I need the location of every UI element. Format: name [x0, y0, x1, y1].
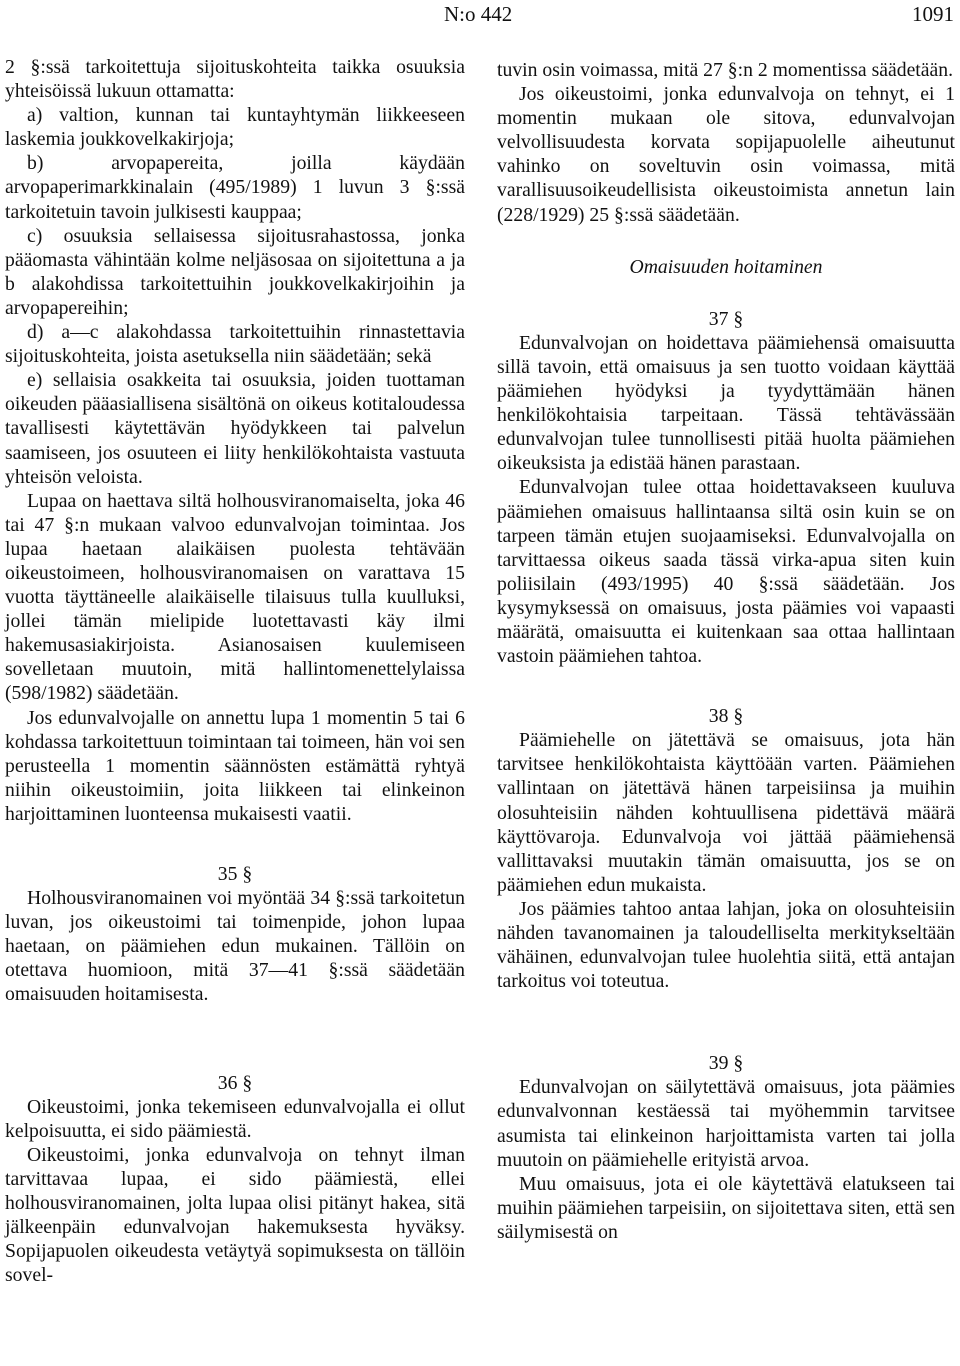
spacer [5, 826, 465, 862]
section-39-paragraph-2: Muu omaisuus, jota ei ole käytettävä elatukseen tai muihin päämiehen tarpeisiin, on sijoitettava siten, että sen säilymisestä on [497, 1172, 955, 1243]
spacer [497, 227, 955, 255]
section-36-paragraph-1: Oikeustoimi, jonka tekemiseen edunvalvojalla ei ollut kelpoisuutta, ei sido päämiestä. [5, 1095, 465, 1142]
paragraph-permit-granted: Jos edunvalvojalle on annettu lupa 1 momentin 5 tai 6 kohdassa tarkoitettuun toimintaan tai toimeen, hän voi sen perusteella 1 momentin säännösten estämättä ryhtyä niihin oikeustoimiin, joita liikkeen tai elinkeinon harjoittaminen luonteensa mukaisesti vaatii. [5, 706, 465, 825]
spacer [497, 1029, 955, 1051]
page-number: 1091 [912, 2, 954, 26]
section-heading: Omaisuuden hoitaminen [629, 255, 823, 278]
spacer [497, 993, 955, 1029]
section-38-paragraph-1: Päämiehelle on jätettävä se omaisuus, jota hän tarvitsee henkilökohtaista käyttöään varten. Päämiehen vallintaan on jätettävä hänen tarpeisiinsa ja muihin olosuhteisiin nähden kohtuullisena pidettävä määrä käyttövaroja. Edunvalvoja voi jättää päämiehensä vallittavaksi muutakin tämän omaisuutta, jos se on päämiehen edun mukaista. [497, 729, 955, 896]
section-38-paragraph-2: Jos päämies tahtoo antaa lahjan, joka on olosuhteisiin nähden tavanomainen ja taloudelliselta merkitykseltään vähäinen, edunvalvojan tulee huolehtia siitä, että antajan tarkoitus voi toteutua. [497, 897, 955, 993]
section-37-paragraph-1: Edunvalvojan on hoidettava päämiehensä omaisuutta sillä tavoin, että omaisuus ja sen tuotto voidaan käyttää päämiehen hyödyksi ja tyydyttämään hänen henkilökohtaisia tarpeitaan. Tässä tehtävässään edunvalvojan tulee tunnollisesti pitää huolta päämiehen oikeuksista ja edistää hänen parastaan. [497, 331, 955, 475]
spacer [497, 668, 955, 704]
right-column [497, 58, 955, 1244]
continuation-text: tuvin osin voimassa, mitä 27 §:n 2 momentissa säädetään. [497, 59, 954, 81]
section-39-number: 39 § [708, 1052, 744, 1075]
paragraph-non-binding: Jos oikeustoimi, jonka edunvalvoja on tehnyt, ei 1 momentin mukaan ole sitova, edunvalvojan velvollisuudesta korvata sopijapuolelle aiheutunut vahinko on soveltuvin osin voimassa, mitä varallisuusoikeudellisista oikeustoimista annetun lain (228/1929) 25 §:ssä säädetään. [497, 83, 955, 226]
spacer [5, 1007, 465, 1043]
left-column [5, 55, 465, 1287]
statute-number: N:o 442 [444, 2, 513, 26]
section-36-number: 36 § [217, 1071, 253, 1094]
section-37-number: 37 § [708, 307, 744, 330]
spacer [497, 279, 955, 307]
section-39-paragraph-1: Edunvalvojan on säilytettävä omaisuus, jota päämies edunvalvonnan kestäessä tai myöhemmin tarvitsee asumista tai elinkeinon harjoittamista varten tai jolla muutoin on päämiehelle erityistä arvoa. [497, 1076, 955, 1171]
list-item-c: c) osuuksia sellaisessa sijoitusrahastossa, jonka pääomasta vähintään kolme neljäsosaa on sijoitettuna a ja b alakohdissa tarkoitettuihin joukkovelkakirjoihin ja arvopapereihin; [5, 224, 465, 319]
paragraph-intro: 2 §:ssä tarkoitettuja sijoituskohteita taikka osuuksia yhteisöissä lukuun ottamatta: [5, 56, 465, 103]
spacer [5, 1043, 465, 1071]
list-item-e: e) sellaisia osakkeita tai osuuksia, joiden tuottaman oikeuden pääasiallisena sisältönä on oikeus kotitaloudessa tavallisesti käytettävän hyödykkeen tai palvelun saamiseen, jos osuuteen ei liity henkilökohtaista vastuuta yhteisön veloista. [5, 369, 465, 488]
list-item-a: a) valtion, kunnan tai kuntayhtymän liikkeeseen laskemia joukkovelkakirjoja; [5, 104, 465, 151]
list-item-b: b) arvopapereita, joilla käydään arvopaperimarkkinalain (495/1989) 1 luvun 3 §:ssä tarkoitetuin tavoin julkisesti kauppaa; [5, 152, 465, 223]
paragraph-permit-application: Lupaa on haettava siltä holhousviranomaiselta, joka 46 tai 47 §:n mukaan valvoo edunvalvojan toimintaa. Jos lupaa haetaan alaikäisen puolesta tehtävään oikeustoimeen, holhousviranomaisen on varattava 15 vuotta täyttäneelle alaikäiselle tilaisuus tulla kuulluksi, jollei tämän mielipide luotettavasti käy ilmi hakemusasiakirjoista. Asianosaisen kuulemiseen sovelletaan muutoin, mitä hallintomenettelylaissa (598/1982) säädetään. [5, 489, 465, 705]
section-37-paragraph-2: Edunvalvojan tulee ottaa hoidettavakseen kuuluva päämiehen omaisuus hallintaansa siltä osin kuin se on tarpeen tämän etujen suojaamiseksi. Edunvalvojalla on tarvittaessa oikeus saada tässä virka-apua siten kuin poliisilain (493/1995) 40 §:ssä säädetään. Jos kysymyksessä on omaisuus, josta päämies voi vapaasti määrätä, omaisuutta ei kuitenkaan saa ottaa hallintaan vastoin päämiehen tahtoa. [497, 476, 955, 668]
section-36-paragraph-2: Oikeustoimi, jonka edunvalvoja on tehnyt ilman tarvittavaa lupaa, ei sido päämiestä, ellei holhousviranomainen, jolta lupaa olisi pitänyt hakea, sitä jälkeenpäin edunvalvojan hakemuksesta hyväksy. Sopijapuolen oikeudesta vetäytyä sopimuksesta on tällöin sovel- [5, 1143, 465, 1287]
section-35-text: Holhousviranomainen voi myöntää 34 §:ssä tarkoitetun luvan, jos oikeustoimi tai toimenpide, johon lupaa haetaan, on päämiehen edun mukainen. Tällöin on otettava huomioon, mitä 37—41 §:ssä säädetään omaisuuden hoitamisesta. [5, 887, 465, 1006]
section-35-number: 35 § [217, 863, 253, 885]
section-38-number: 38 § [708, 705, 744, 728]
page-header [0, 0, 960, 34]
list-item-d: d) a—c alakohdassa tarkoitettuihin rinnastettavia sijoituskohteita, joista asetuksella niin säädetään; sekä [5, 321, 465, 368]
